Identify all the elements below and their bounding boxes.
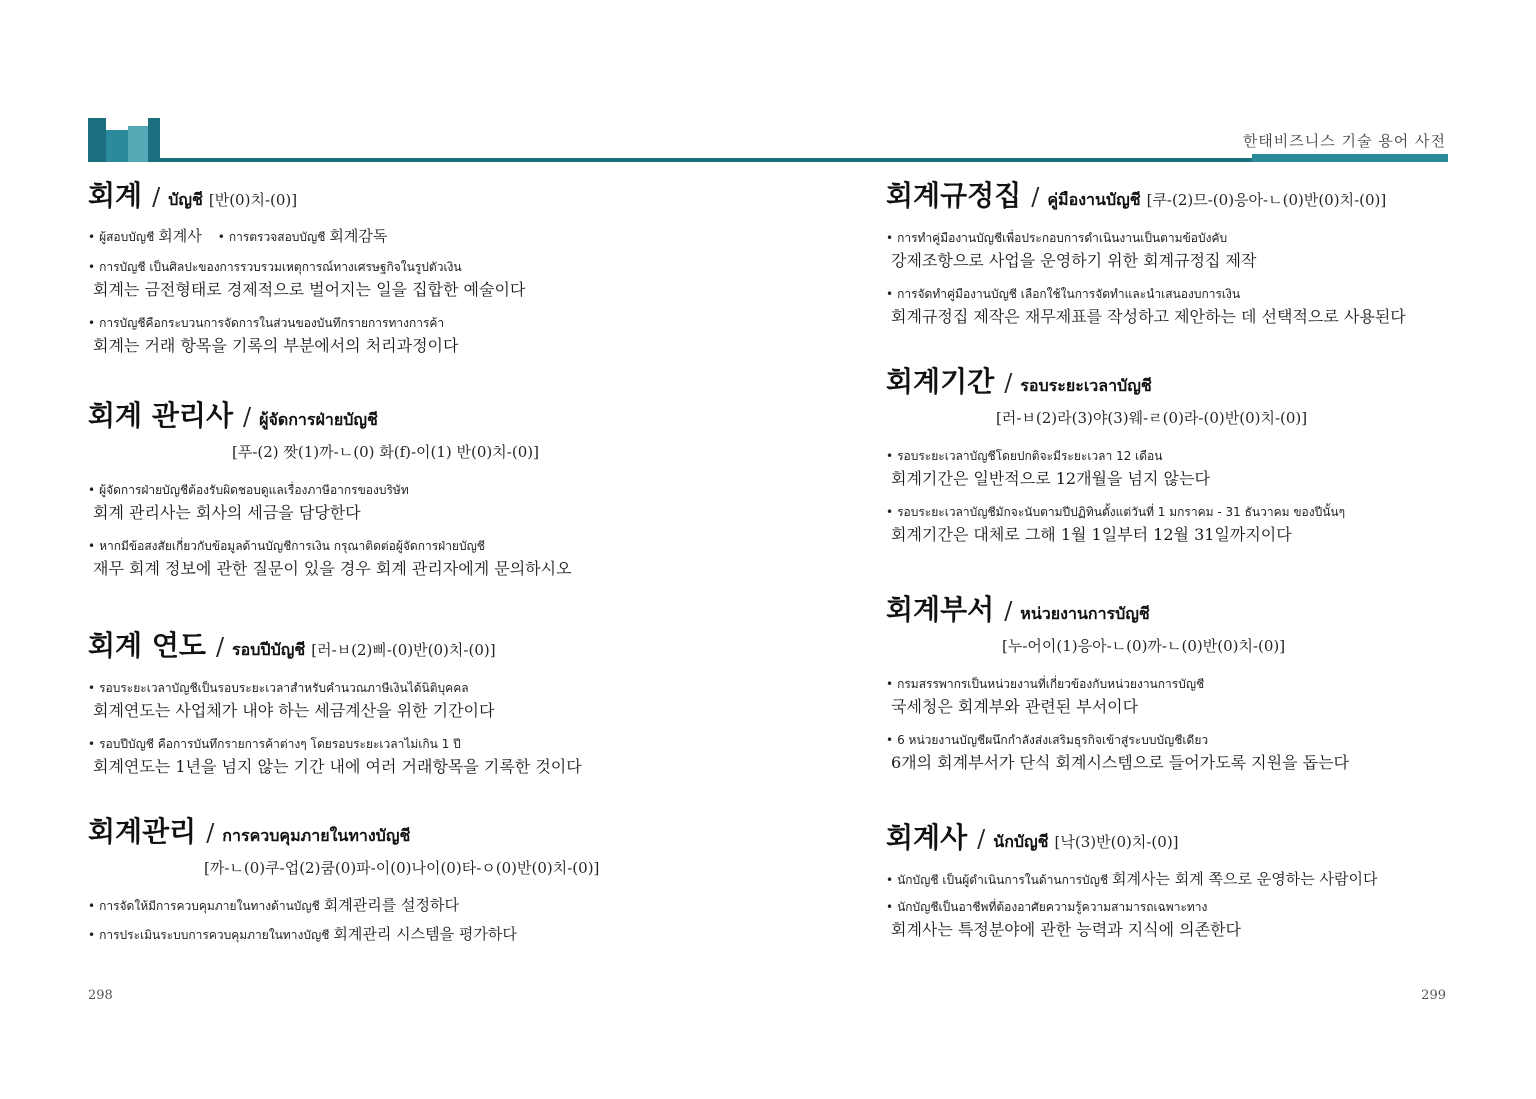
example-korean: 회계연도는 1년을 넘지 않는 기간 내에 여러 거래항목을 기록한 것이다 — [93, 757, 582, 776]
example: • หากมีข้อสงสัยเกี่ยวกับข้อมูลด้านบัญชีการเงิน กรุณาติดต่อผู้จัดการฝ่ายบัญชี 재무 회계 정보에 관한 질문이 있을 경우 회계 관리자에게 문의하시오 — [88, 536, 708, 582]
example: • การบัญชีคือกระบวนการจัดการในส่วนของบันทึกรายการทางการค้า 회계는 거래 항목을 기록의 부분에서의 처리과정이다 — [88, 313, 708, 359]
entry-term: 회계부서 — [886, 593, 995, 626]
example-thai: การบัญชี เป็นศิลปะของการรวบรวมเหตุการณ์ทางเศรษฐกิจในรูปตัวเงิน — [99, 260, 462, 274]
example: • การจัดทำคู่มืองานบัญชี เลือกใช้ในการจัดทำและนำเสนองบการเงิน 회계규정집 제작은 재무제표를 작성하고 제안하는 데 선택적으로 사용된다 — [886, 284, 1456, 330]
example-thai: การจัดให้มีการควบคุมภายในทางด้านบัญชี — [99, 899, 320, 913]
example-korean: 회계기간은 일반적으로 12개월을 넘지 않는다 — [891, 469, 1210, 488]
entry-pronunciation: [누-어이(1)응아-ㄴ(0)까-ㄴ(0)반(0)치-(0)] — [1002, 637, 1286, 655]
example-thai: การตรวจสอบบัญชี — [228, 230, 326, 244]
entry-thai: ผู้จัดการฝ่ายบัญชี — [259, 410, 378, 429]
example-korean: 회계는 금전형태로 경제적으로 벌어지는 일을 집합한 예술이다 — [93, 280, 526, 299]
example-thai: รอบระยะเวลาบัญชีเป็นรอบระยะเวลาสำหรับคำนวณภาษีเงินได้นิติบุคคล — [99, 681, 469, 695]
entry-thai: หน่วยงานการบัญชี — [1020, 604, 1150, 623]
example: • ผู้จัดการฝ่ายบัญชีต้องรับผิดชอบดูแลเรื่องภาษีอากรของบริษัท 회계 관리사는 회사의 세금을 담당한다 — [88, 480, 708, 526]
example-korean: 회계연도는 사업체가 내야 하는 세금계산을 위한 기간이다 — [93, 701, 495, 720]
example: • การทำคู่มืองานบัญชีเพื่อประกอบการดำเนินงานเป็นตามข้อบังคับ 강제조항으로 사업을 운영하기 위한 회계규정집 제작 — [886, 228, 1456, 274]
entry-pronunciation: [쿠-(2)므-(0)응아-ㄴ(0)반(0)치-(0)] — [1146, 191, 1387, 209]
entry-thai: รอบปีบัญชี — [232, 640, 306, 659]
example: • นักบัญชี เป็นผู้ดำเนินการในด้านการบัญชี 회계사는 회계 쪽으로 운영하는 사람이다 — [886, 870, 1378, 888]
book-title: 한태비즈니스 기술 용어 사전 — [1242, 132, 1446, 150]
example-korean: 국세청은 회계부와 관련된 부서이다 — [891, 697, 1139, 716]
dictionary-entry: 회계사 / นักบัญชี [낙(3)반(0)치-(0)] • นักบัญชี เป็นผู้ดำเนินการในด้านการบัญชี 회계사는 회계 쪽으로 운영하는 사람이다 • นักบัญชีเป็นอาชีพที่ต้องอาศัยความรู้ความสามารถเฉพาะทาง 회계사는 특정분야에 관한 능력과 지식에 의존한다 — [886, 820, 1456, 943]
dictionary-entry: 회계 관리사 / ผู้จัดการฝ่ายบัญชี [푸-(2) 짯(1)까-ㄴ(0) 화(f)-이(1) 반(0)치-(0)] • ผู้จัดการฝ่ายบัญชีต้องรับผิดชอบดูแลเรื่องภาษีอากรของบริษัท 회계 관리사는 회사의 세금을 담당한다 • หากมีข้อสงสัยเกี่ยวกับข้อมูลด้านบัญชีการเงิน กรุณาติดต่อผู้จัดการฝ่ายบัญชี 재무 회계 정보에 관한 질문이 있을 경우 회계 관리자에게 문의하시오 — [88, 398, 708, 582]
example: • การประเมินระบบการควบคุมภายในทางบัญชี 회계관리 시스템을 평가하다 — [88, 925, 517, 943]
example: • นักบัญชีเป็นอาชีพที่ต้องอาศัยความรู้ความสามารถเฉพาะทาง 회계사는 특정분야에 관한 능력과 지식에 의존한다 — [886, 897, 1456, 943]
example-thai: กรมสรรพากรเป็นหน่วยงานที่เกี่ยวข้องกับหน่วยงานการบัญชี — [897, 677, 1205, 691]
example: • การจัดให้มีการควบคุมภายในทางด้านบัญชี 회계관리를 설정하다 — [88, 896, 459, 914]
example-thai: ผู้สอบบัญชี — [99, 230, 155, 244]
example-thai: 6 หน่วยงานบัญชีผนึกกำลังส่งเสริมธุรกิจเข้าสู่ระบบบัญชีเดียว — [897, 733, 1209, 747]
entry-thai: คู่มืองานบัญชี — [1047, 190, 1141, 209]
example-korean: 회계 관리사는 회사의 세금을 담당한다 — [93, 503, 361, 522]
example-thai: รอบปีบัญชี คือการบันทึกรายการค้าต่างๆ โดยรอบระยะเวลาไม่เกิน 1 ปี — [99, 737, 461, 751]
example-korean: 6개의 회계부서가 단식 회계시스템으로 들어가도록 지원을 돕는다 — [891, 753, 1350, 772]
entry-thai: บัญชี — [168, 190, 203, 209]
dictionary-entry: 회계관리 / การควบคุมภายในทางบัญชี [까-ㄴ(0)쿠-업(2)쿰(0)파-이(0)나이(0)타-ㅇ(0)반(0)치-(0)] • การจัดให้มีการควบคุมภายในทางด้านบัญชี 회계관리를 설정하다 • การประเมินระบบการควบคุมภายในทางบัญชี 회계관리 시스템을 평가하다 — [88, 814, 708, 948]
entry-term: 회계관리 — [88, 815, 197, 848]
entry-thai: นักบัญชี — [993, 832, 1049, 851]
example: • รอบปีบัญชี คือการบันทึกรายการค้าต่างๆ โดยรอบระยะเวลาไม่เกิน 1 ปี 회계연도는 1년을 넘지 않는 기간 내에 여러 거래항목을 기록한 것이다 — [88, 734, 708, 780]
book-logo — [88, 118, 160, 162]
example: • รอบระยะเวลาบัญชีมักจะนับตามปีปฏิทินตั้งแต่วันที่ 1 มกราคม - 31 ธันวาคม ของปีนั้นๆ 회계기간은 대체로 그해 1월 1일부터 12월 31일까지이다 — [886, 502, 1456, 548]
entry-term: 회계규정집 — [886, 179, 1022, 212]
example: • กรมสรรพากรเป็นหน่วยงานที่เกี่ยวข้องกับหน่วยงานการบัญชี 국세청은 회계부와 관련된 부서이다 — [886, 674, 1456, 720]
example-korean: 회계감독 — [329, 227, 388, 245]
example-thai: นักบัญชี เป็นผู้ดำเนินการในด้านการบัญชี — [897, 873, 1109, 887]
example-thai: การประเมินระบบการควบคุมภายในทางบัญชี — [99, 928, 330, 942]
example-korean: 회계관리 시스템을 평가하다 — [333, 925, 517, 943]
example-thai: การจัดทำคู่มืองานบัญชี เลือกใช้ในการจัดทำและนำเสนองบการเงิน — [897, 287, 1241, 301]
example-thai: รอบระยะเวลาบัญชีมักจะนับตามปีปฏิทินตั้งแต่วันที่ 1 มกราคม - 31 ธันวาคม ของปีนั้นๆ — [897, 505, 1346, 519]
entry-term: 회계 관리사 — [88, 399, 233, 432]
dictionary-entry: 회계 / บัญชี [반(0)치-(0)] • ผู้สอบบัญชี 회계사 • การตรวจสอบบัญชี 회계감독 • การบัญชี เป็นศิลปะของการรวบรวมเหตุการณ์ทางเศรษฐกิจในรูปตัวเงิน 회계는 금전형태로 경제적으로 벌어지는 일을 집합한 예술이다 • การบัญชีคือกระบวนการจัดการในส่วนของบันทึกรายการทางการค้า 회계는 거래 항목을 기록의 부분에서의 처리과정이다 — [88, 178, 708, 359]
dictionary-entry: 회계규정집 / คู่มืองานบัญชี [쿠-(2)므-(0)응아-ㄴ(0)반(0)치-(0)] • การทำคู่มืองานบัญชีเพื่อประกอบการดำเนินงานเป็นตามข้อบังคับ 강제조항으로 사업을 운영하기 위한 회계규정집 제작 • การจัดทำคู่มืองานบัญชี เลือกใช้ในการจัดทำและนำเสนองบการเงิน 회계규정집 제작은 재무제표를 작성하고 제안하는 데 선택적으로 사용된다 — [886, 178, 1456, 330]
example-thai: หากมีข้อสงสัยเกี่ยวกับข้อมูลด้านบัญชีการเงิน กรุณาติดต่อผู้จัดการฝ่ายบัญชี — [99, 539, 485, 553]
example-korean: 재무 회계 정보에 관한 질문이 있을 경우 회계 관리자에게 문의하시오 — [93, 559, 572, 578]
entry-term: 회계사 — [886, 821, 968, 854]
example-thai: นักบัญชีเป็นอาชีพที่ต้องอาศัยความรู้ความสามารถเฉพาะทาง — [897, 900, 1208, 914]
example: • ผู้สอบบัญชี 회계사 • การตรวจสอบบัญชี 회계감독 — [88, 227, 388, 245]
entry-pronunciation: [푸-(2) 짯(1)까-ㄴ(0) 화(f)-이(1) 반(0)치-(0)] — [232, 443, 539, 461]
entry-pronunciation: [러-ㅂ(2)라(3)야(3)웨-ㄹ(0)라-(0)반(0)치-(0)] — [996, 409, 1308, 427]
entry-pronunciation: [까-ㄴ(0)쿠-업(2)쿰(0)파-이(0)나이(0)타-ㅇ(0)반(0)치-(0)] — [204, 859, 600, 877]
example-korean: 회계사는 회계 쪽으로 운영하는 사람이다 — [1112, 870, 1378, 888]
example: • รอบระยะเวลาบัญชีโดยปกติจะมีระยะเวลา 12 เดือน 회계기간은 일반적으로 12개월을 넘지 않는다 — [886, 446, 1456, 492]
example-korean: 회계사 — [158, 227, 202, 245]
example-korean: 강제조항으로 사업을 운영하기 위한 회계규정집 제작 — [891, 251, 1257, 270]
dictionary-entry: 회계부서 / หน่วยงานการบัญชี [누-어이(1)응아-ㄴ(0)까-ㄴ(0)반(0)치-(0)] • กรมสรรพากรเป็นหน่วยงานที่เกี่ยวข้องกับหน่วยงานการบัญชี 국세청은 회계부와 관련된 부서이다 • 6 หน่วยงานบัญชีผนึกกำลังส่งเสริมธุรกิจเข้าสู่ระบบบัญชีเดียว 6개의 회계부서가 단식 회계시스템으로 들어가도록 지원을 돕는다 — [886, 592, 1456, 776]
example: • รอบระยะเวลาบัญชีเป็นรอบระยะเวลาสำหรับคำนวณภาษีเงินได้นิติบุคคล 회계연도는 사업체가 내야 하는 세금계산을 위한 기간이다 — [88, 678, 708, 724]
page-number-right: 299 — [1421, 988, 1446, 1003]
example-thai: การทำคู่มืองานบัญชีเพื่อประกอบการดำเนินงานเป็นตามข้อบังคับ — [897, 231, 1228, 245]
example-thai: รอบระยะเวลาบัญชีโดยปกติจะมีระยะเวลา 12 เดือน — [897, 449, 1163, 463]
entry-pronunciation: [러-ㅂ(2)삐-(0)반(0)치-(0)] — [311, 641, 496, 659]
example-korean: 회계규정집 제작은 재무제표를 작성하고 제안하는 데 선택적으로 사용된다 — [891, 307, 1406, 326]
example: • 6 หน่วยงานบัญชีผนึกกำลังส่งเสริมธุรกิจเข้าสู่ระบบบัญชีเดียว 6개의 회계부서가 단식 회계시스템으로 들어가도록 지원을 돕는다 — [886, 730, 1456, 776]
page-number-left: 298 — [88, 988, 113, 1003]
entry-thai: รอบระยะเวลาบัญชี — [1020, 376, 1152, 395]
entry-term: 회계기간 — [886, 365, 995, 398]
entry-pronunciation: [낙(3)반(0)치-(0)] — [1054, 833, 1179, 851]
example-thai: ผู้จัดการฝ่ายบัญชีต้องรับผิดชอบดูแลเรื่องภาษีอากรของบริษัท — [99, 483, 409, 497]
dictionary-entry: 회계기간 / รอบระยะเวลาบัญชี [러-ㅂ(2)라(3)야(3)웨-ㄹ(0)라-(0)반(0)치-(0)] • รอบระยะเวลาบัญชีโดยปกติจะมีระยะเวลา 12 เดือน 회계기간은 일반적으로 12개월을 넘지 않는다 • รอบระยะเวลาบัญชีมักจะนับตามปีปฏิทินตั้งแต่วันที่ 1 มกราคม - 31 ธันวาคม ของปีนั้นๆ 회계기간은 대체로 그해 1월 1일부터 12월 31일까지이다 — [886, 364, 1456, 548]
entry-term: 회계 연도 — [88, 629, 206, 662]
example-korean: 회계기간은 대체로 그해 1월 1일부터 12월 31일까지이다 — [891, 525, 1292, 544]
entry-thai: การควบคุมภายในทางบัญชี — [222, 826, 411, 845]
example-korean: 회계사는 특정분야에 관한 능력과 지식에 의존한다 — [891, 920, 1242, 939]
header-tab-bar — [1252, 154, 1448, 162]
entry-term: 회계 — [88, 179, 143, 212]
example: • การบัญชี เป็นศิลปะของการรวบรวมเหตุการณ์ทางเศรษฐกิจในรูปตัวเงิน 회계는 금전형태로 경제적으로 벌어지는 일을 집합한 예술이다 — [88, 257, 708, 303]
entry-pronunciation: [반(0)치-(0)] — [208, 191, 298, 209]
dictionary-entry: 회계 연도 / รอบปีบัญชี [러-ㅂ(2)삐-(0)반(0)치-(0)] • รอบระยะเวลาบัญชีเป็นรอบระยะเวลาสำหรับคำนวณภาษีเงินได้นิติบุคคล 회계연도는 사업체가 내야 하는 세금계산을 위한 기간이다 • รอบปีบัญชี คือการบันทึกรายการค้าต่างๆ โดยรอบระยะเวลาไม่เกิน 1 ปี 회계연도는 1년을 넘지 않는 기간 내에 여러 거래항목을 기록한 것이다 — [88, 628, 708, 780]
example-korean: 회계는 거래 항목을 기록의 부분에서의 처리과정이다 — [93, 336, 459, 355]
example-korean: 회계관리를 설정하다 — [323, 896, 459, 914]
example-thai: การบัญชีคือกระบวนการจัดการในส่วนของบันทึกรายการทางการค้า — [99, 316, 445, 330]
